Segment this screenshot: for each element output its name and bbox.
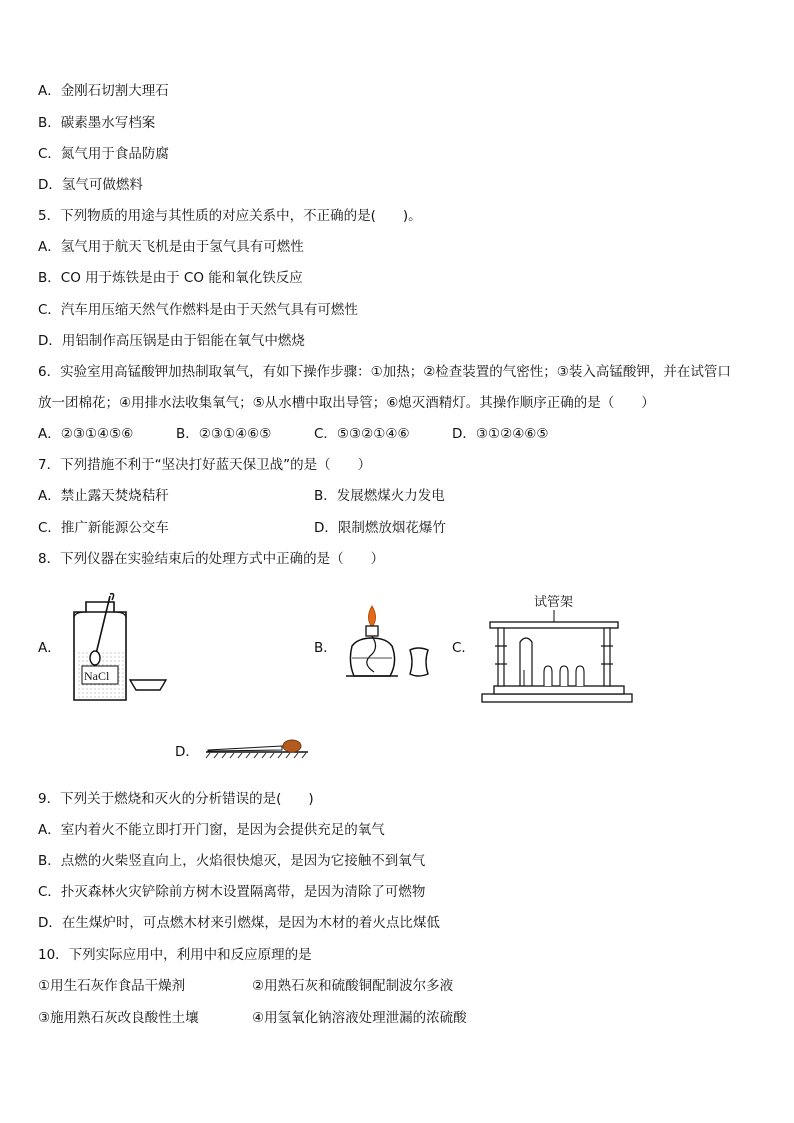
q6-option-d: D．③①②④⑥⑤	[452, 426, 549, 442]
q8-label-b: B．	[314, 640, 337, 656]
q4-option-c: C．氮气用于食品防腐	[38, 146, 169, 162]
q7-option-c: C．推广新能源公交车	[38, 520, 169, 536]
figure-b-alcohol-lamp	[340, 602, 440, 688]
q10-stem: 10．下列实际应用中，利用中和反应原理的是	[38, 947, 312, 963]
q5-stem: 5．下列物质的用途与其性质的对应关系中，不正确的是( )。	[38, 208, 422, 224]
q8-stem: 8．下列仪器在实验结束后的处理方式中正确的是（ ）	[38, 551, 385, 567]
q5-option-a: A．氢气用于航天飞机是由于氢气具有可燃性	[38, 239, 304, 255]
q4-option-d: D．氢气可做燃料	[38, 177, 143, 193]
q4-option-b: B．碳素墨水写档案	[38, 115, 156, 131]
q10-item-4: ④用氢氧化钠溶液处理泄漏的浓硫酸	[252, 1010, 467, 1026]
q6-stem-line1: 6．实验室用高锰酸钾加热制取氧气，有如下操作步骤：①加热；②检查装置的气密性；③装入高锰酸钾，并在试管口	[38, 364, 731, 380]
q9-option-b: B．点燃的火柴竖直向上，火焰很快熄灭，是因为它接触不到氧气	[38, 853, 426, 869]
q6-stem-line2: 放一团棉花；④用排水法收集氧气；⑤从水槽中取出导管；⑥熄灭酒精灯。其操作顺序正确的是（ ）	[38, 395, 655, 411]
q5-option-c: C．汽车用压缩天然气作燃料是由于天然气具有可燃性	[38, 302, 358, 318]
nacl-label: NaCl	[84, 669, 110, 683]
q10-item-3: ③施用熟石灰改良酸性土壤	[38, 1010, 199, 1026]
q9-stem: 9．下列关于燃烧和灭火的分析错误的是( )	[38, 791, 314, 807]
q7-option-d: D．限制燃放烟花爆竹	[314, 520, 446, 536]
q7-option-a: A．禁止露天焚烧秸秆	[38, 488, 169, 504]
q7-stem: 7．下列措施不利于“坚决打好蓝天保卫战”的是（ ）	[38, 457, 372, 473]
q8-label-c: C．	[452, 640, 475, 656]
figure-c-test-tube-rack	[478, 590, 638, 706]
rack-label: 试管架	[534, 594, 574, 609]
q5-option-b: B．CO 用于炼铁是由于 CO 能和氧化铁反应	[38, 270, 303, 286]
q6-option-b: B．②③①④⑥⑤	[176, 426, 272, 442]
q5-option-d: D．用铝制作高压锅是由于铝能在氧气中燃烧	[38, 333, 305, 349]
q8-label-d: D．	[175, 744, 199, 760]
q6-option-c: C．⑤③②①④⑥	[314, 426, 410, 442]
q9-option-c: C．扑灭森林火灾铲除前方树木设置隔离带，是因为清除了可燃物	[38, 884, 426, 900]
q6-option-a: A．②③①④⑤⑥	[38, 426, 134, 442]
q10-item-2: ②用熟石灰和硫酸铜配制波尔多液	[252, 978, 454, 994]
q7-option-b: B．发展燃煤火力发电	[314, 488, 445, 504]
q9-option-d: D．在生煤炉时，可点燃木材来引燃煤，是因为木材的着火点比煤低	[38, 915, 440, 931]
q8-label-a: A．	[38, 640, 61, 656]
figure-a-reagent-bottle	[66, 592, 176, 704]
q10-item-1: ①用生石灰作食品干燥剂	[38, 978, 186, 994]
figure-d-dropper	[204, 736, 314, 760]
q4-option-a: A．金刚石切割大理石	[38, 83, 169, 99]
q9-option-a: A．室内着火不能立即打开门窗，是因为会提供充足的氧气	[38, 822, 385, 838]
